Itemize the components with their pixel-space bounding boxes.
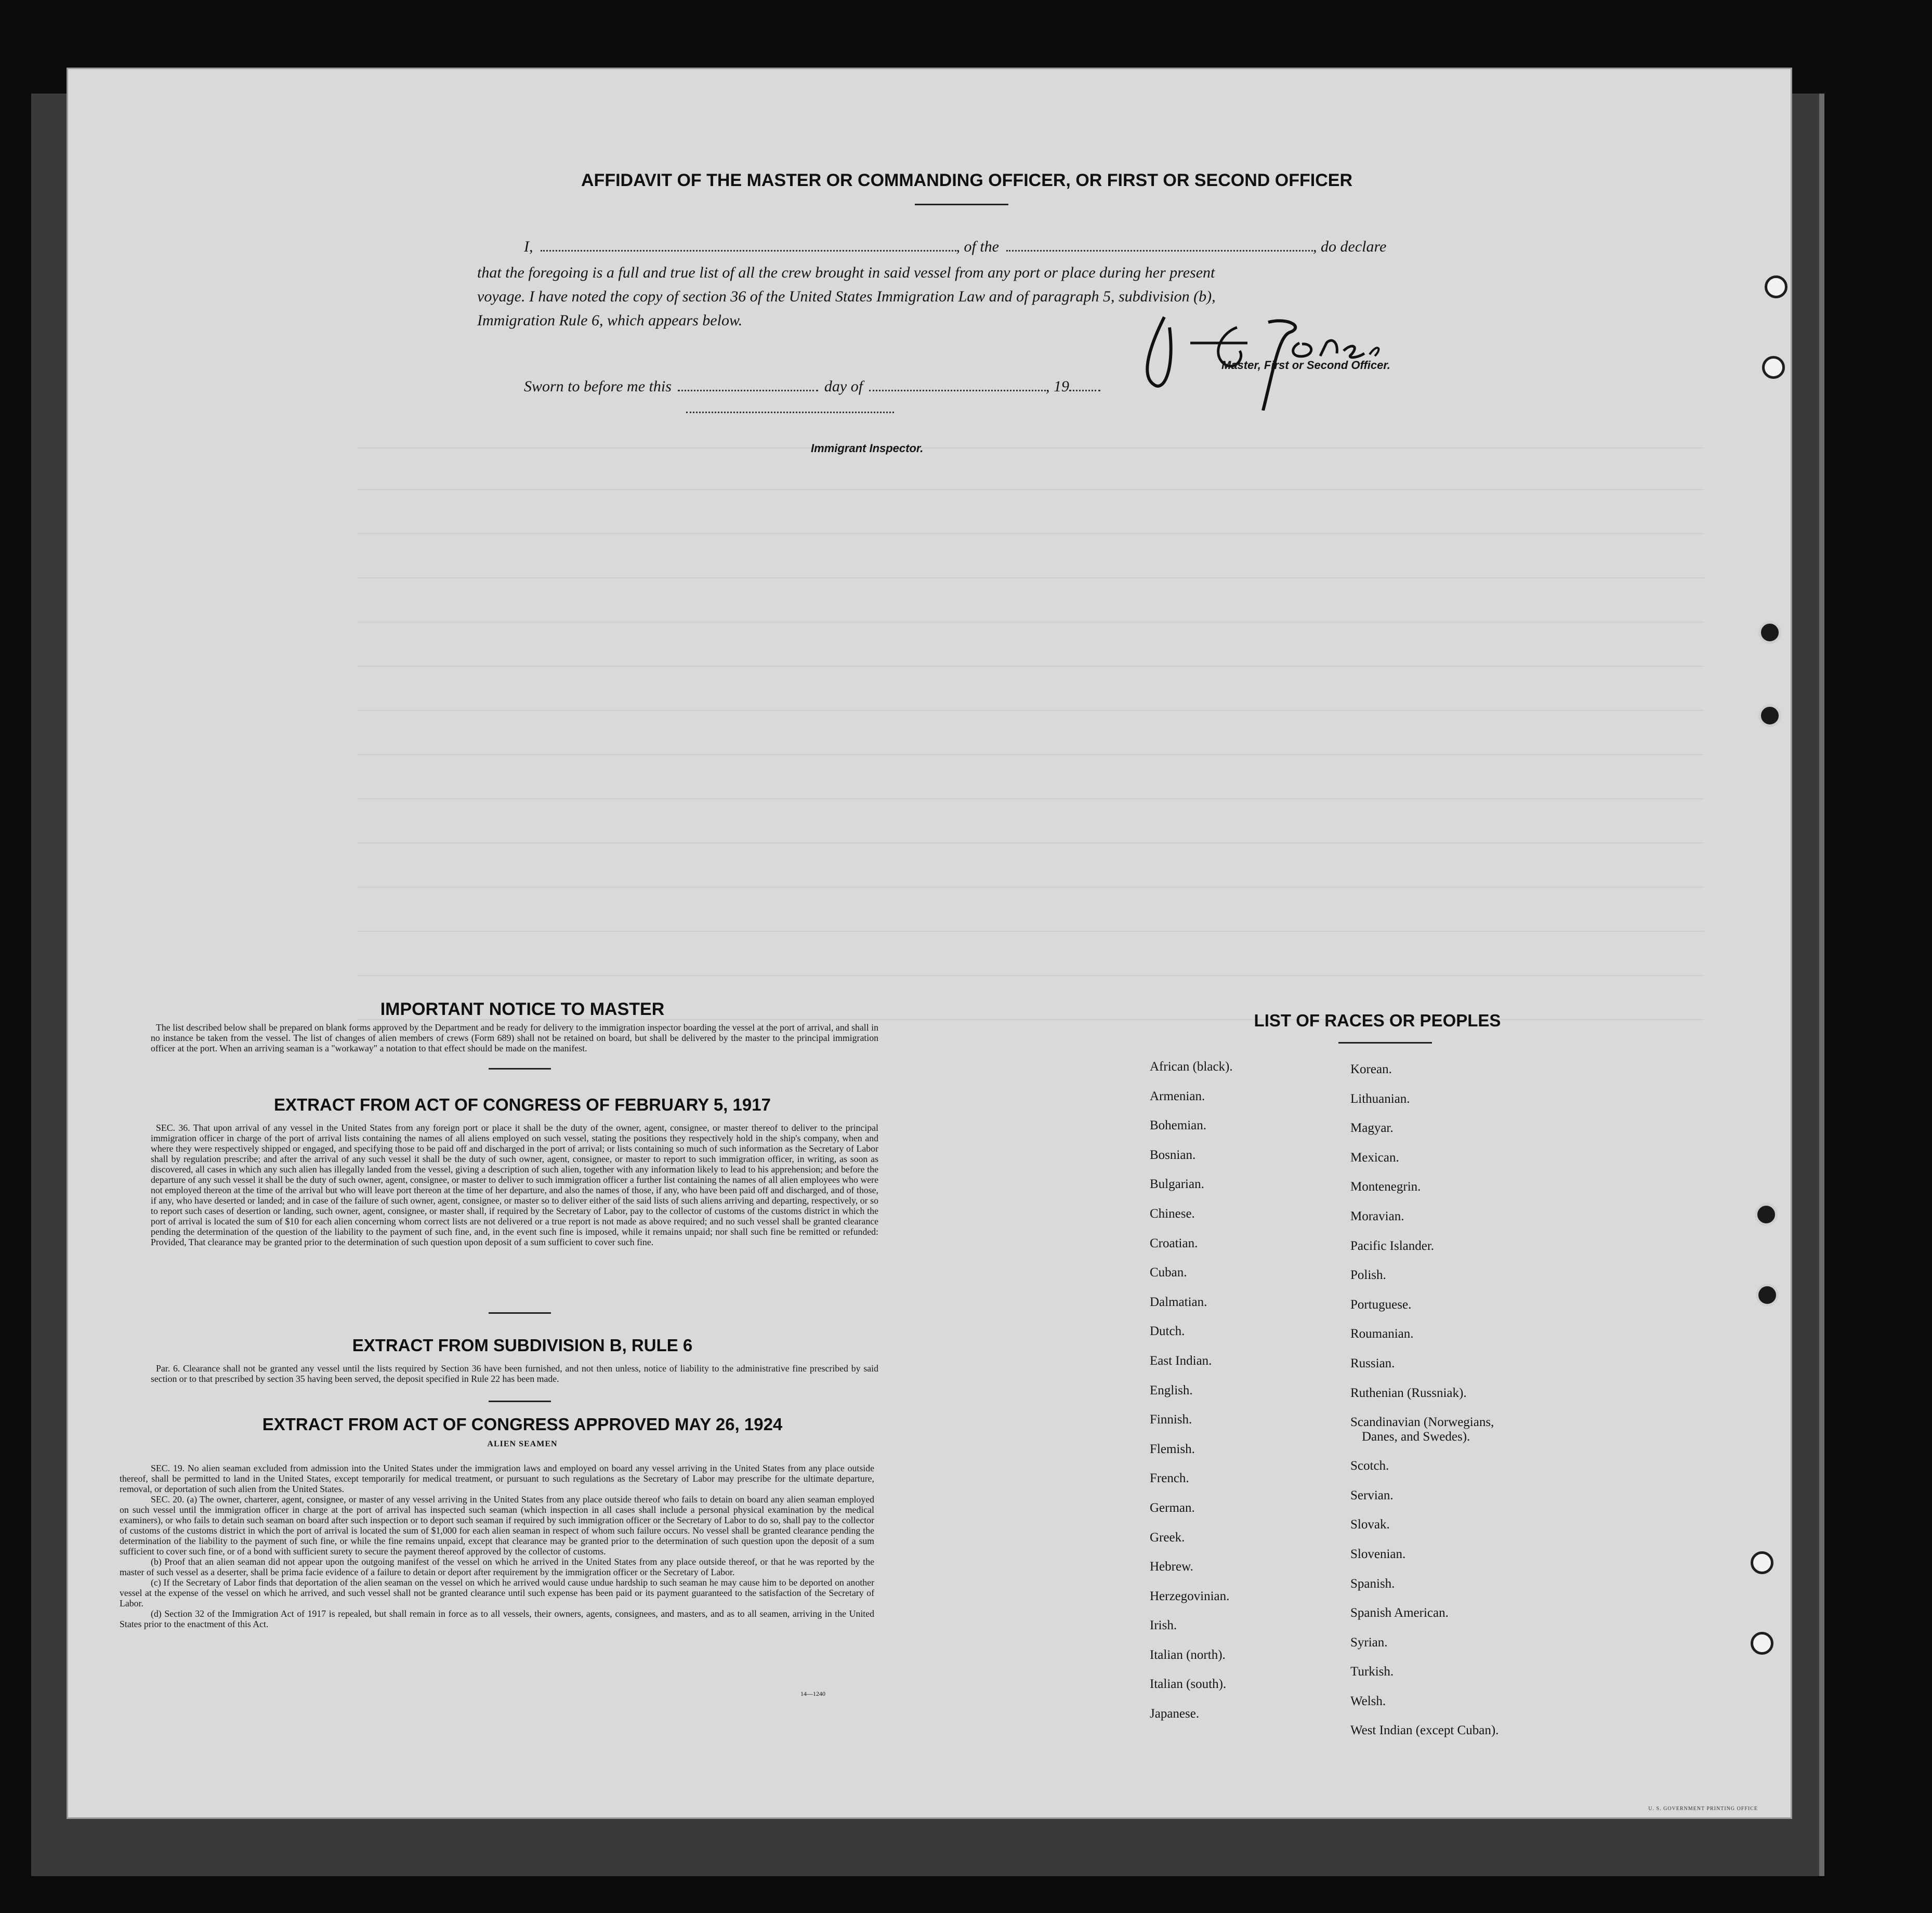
race-item: Danes, and Swedes). — [1362, 1430, 1470, 1444]
race-item: Polish. — [1350, 1268, 1386, 1283]
extract-1917-title: EXTRACT FROM ACT OF CONGRESS OF FEBRUARY 5, 1917 — [274, 1095, 771, 1114]
sworn-line — [524, 374, 1100, 395]
extract-1917-body: SEC. 36. That upon arrival of any vessel in the United States from any foreign port or place it shall be the duty of the owner, agent, consignee, or master thereof to deliver to the principal immigration officer in charge of the port of arrival lists containing the names of all aliens employed on such vessel, stating the positions they respectively hold in the ship's company, when and where they were respectively shipped or engaged, and specifying those to be paid off and discharged in the port of arrival; or lists containing so much of such information as the Secretary of Labor shall by regulation prescribe; and after the arrival of any such vessel it shall be the duty of such owner, agent, consignee, or master to report to such immigration officer, in writing, as soon as discovered, all cases in which any such alien has illegally landed from the vessel, giving a description of such alien, together with any information likely to lead to his apprehension; and before the departure of any such vessel it shall be the duty of such owner, agent, consignee, or master to deliver to such immigration officer a further list containing the names of all alien employees who were not employed thereon at the time of the arrival but who will leave port thereon at the time of her departure, and also the names of those, if any, who have been paid off and discharged, and of those, if any, who have deserted or landed; and in case of the failure of such owner, agent, consignee, or master so to deliver either of the said lists of such aliens arriving and departing, respectively, or so to report such cases of desertion or landing, such owner, agent, consignee, or master shall, if required by the Secretary of Labor, pay to the collector of customs of the customs district in which the port of arrival is located the sum of $10 for each alien concerning whom correct lists are not delivered or a true report is not made as above required; and no such vessel shall be granted clearance pending the determination of the question of the liability to the payment of such fine, and, in the event such fine is imposed, while it remains unpaid; nor shall such fine be remitted or refunded: Provided, That clearance may be granted prior to the determination of such question upon deposit of a sum sufficient to cover such fine. — [151, 1123, 878, 1247]
race-item: Hebrew. — [1150, 1560, 1193, 1574]
race-item: French. — [1150, 1471, 1189, 1486]
binder-hole — [1755, 1203, 1778, 1226]
title-rule — [915, 204, 1008, 205]
race-item: Servian. — [1350, 1488, 1394, 1502]
race-item: Spanish. — [1350, 1576, 1395, 1591]
extract-rule6-body: Par. 6. Clearance shall not be granted any vessel until the lists required by Section 36 have been furnished, and not then unless, notice of liability to the administrative fine prescribed by said section or to that prescribed by section 35 having been served, the deposit specified in Rule 22 has been made. — [151, 1363, 878, 1384]
race-item: Armenian. — [1150, 1089, 1205, 1103]
affidavit-title: AFFIDAVIT OF THE MASTER OR COMMANDING OFFICER, OR FIRST OR SECOND OFFICER — [581, 170, 1352, 190]
race-item: Flemish. — [1150, 1442, 1195, 1456]
sec-19-text: SEC. 19. No alien seaman excluded from admission into the United States under the immigration laws and employed on board any vessel arriving in the United States from any place outside thereof, shall be permitted to land in the United States, except temporarily for medical treatment, or pursuant to such regulations as the Secretary of Labor may prescribe for the ultimate departure, removal, or deportation of such alien from the United States. — [120, 1463, 874, 1494]
affidavit-line-4: Immigration Rule 6, which appears below. — [477, 312, 743, 329]
race-item: Ruthenian (Russniak). — [1350, 1386, 1467, 1400]
race-item: West Indian (except Cuban). — [1350, 1723, 1499, 1738]
binder-hole — [1756, 1284, 1779, 1307]
bleed-through-row — [358, 873, 1704, 888]
races-right-column — [1350, 1055, 1499, 1746]
race-item: Bohemian. — [1150, 1118, 1207, 1133]
races-left-column — [1150, 1052, 1233, 1729]
race-item: Montenegrin. — [1350, 1180, 1421, 1194]
race-item: Finnish. — [1150, 1413, 1192, 1427]
bleed-through-row — [358, 785, 1704, 799]
race-item: Scandinavian (Norwegians, — [1350, 1415, 1494, 1430]
race-item: Italian (south). — [1150, 1677, 1227, 1692]
race-item: Cuban. — [1150, 1265, 1187, 1280]
race-item: Korean. — [1350, 1062, 1392, 1076]
race-item: Roumanian. — [1350, 1327, 1414, 1341]
sec-20c-text: (c) If the Secretary of Labor finds that deportation of the alien seaman on the vessel on which he arrived would cause undue hardship to such seaman he may cause him to be deported on another vessel at the expense of the vessel on which he arrived, and such vessel shall not be granted clearance until such expense has been paid or its payment guaranteed to the satisfaction of the Secretary of Labor. — [120, 1577, 874, 1608]
bleed-through-row — [358, 434, 1704, 448]
race-item: Bosnian. — [1150, 1147, 1196, 1162]
affidavit-line-3: voyage. I have noted the copy of section 36 of the United States Immigration Law and of paragraph 5, subdivision (b), — [477, 288, 1216, 305]
race-item: Mexican. — [1350, 1150, 1399, 1165]
race-item: Magyar. — [1350, 1121, 1394, 1136]
race-item: Chinese. — [1150, 1206, 1195, 1221]
printer-mark: U. S. GOVERNMENT PRINTING OFFICE — [1648, 1806, 1758, 1812]
bleed-through-row — [358, 741, 1704, 755]
race-item: Croatian. — [1150, 1236, 1198, 1250]
race-item: Slovenian. — [1350, 1547, 1406, 1561]
race-item: Japanese. — [1150, 1707, 1200, 1721]
bleed-through-row — [358, 829, 1704, 843]
sec-20d-text: (d) Section 32 of the Immigration Act of 1917 is repealed, but shall remain in force as to all vessels, their owners, agents, consignees, and masters, and as to all seamen, arriving in the United States prior to the enactment of this Act. — [120, 1608, 874, 1629]
races-title-rule — [1338, 1042, 1432, 1044]
do-declare-label: , do declare — [1313, 238, 1387, 255]
bleed-through-row — [358, 696, 1704, 711]
sworn-day-blank — [678, 374, 818, 391]
year-prefix: , 19 — [1046, 378, 1070, 395]
bleed-through-row — [358, 564, 1704, 578]
binder-hole — [1765, 275, 1788, 298]
race-item: English. — [1150, 1383, 1193, 1397]
bleed-through-row — [358, 608, 1704, 623]
race-item: Lithuanian. — [1350, 1091, 1410, 1106]
bleed-through-row — [358, 520, 1704, 534]
notice-title: IMPORTANT NOTICE TO MASTER — [380, 999, 665, 1019]
race-item: East Indian. — [1150, 1353, 1212, 1368]
section-rule — [489, 1068, 551, 1070]
master-name-blank — [541, 234, 956, 252]
race-item: Dutch. — [1150, 1324, 1185, 1339]
race-item: Spanish American. — [1350, 1606, 1449, 1620]
race-item: Bulgarian. — [1150, 1177, 1204, 1192]
sworn-year-blank — [1069, 374, 1100, 391]
day-of-label: day of — [824, 378, 863, 395]
race-item: Slovak. — [1350, 1518, 1390, 1532]
affidavit-declare-line — [477, 234, 1454, 260]
bleed-through-row — [358, 917, 1704, 932]
sec-20b-text: (b) Proof that an alien seaman did not appear upon the outgoing manifest of the vessel on which he arrived in the United States from any place outside thereof, or that he was reported by the master of such vessel as a deserter, shall be prima facie evidence of a failure to detain or deport after requirement by the immigration officer or the Secretary of Labor. — [120, 1556, 874, 1577]
race-item: Greek. — [1150, 1530, 1185, 1545]
race-item: Moravian. — [1350, 1209, 1404, 1223]
bleed-through-row — [358, 961, 1704, 976]
sworn-label: Sworn to before me this — [524, 378, 672, 395]
binder-hole — [1758, 704, 1781, 727]
extract-1924-body — [120, 1463, 874, 1629]
race-item: Irish. — [1150, 1618, 1177, 1633]
race-item: Scotch. — [1350, 1459, 1389, 1473]
race-item: German. — [1150, 1500, 1195, 1515]
races-title: LIST OF RACES OR PEOPLES — [1254, 1011, 1501, 1030]
bleed-through-row — [358, 476, 1704, 490]
race-item: Herzegovinian. — [1150, 1589, 1230, 1603]
race-item: Italian (north). — [1150, 1647, 1226, 1662]
sworn-month-blank — [869, 374, 1046, 391]
race-item: Pacific Islander. — [1350, 1238, 1435, 1253]
sec-20a-text: SEC. 20. (a) The owner, charterer, agent, consignee, or master of any vessel arriving in the United States from any place outside thereof who fails to detain on board any alien seaman employed on such vessel until the immigration officer in charge at the port of arrival has inspected such seaman (which inspection in all cases shall include a personal physical examination by the medical examiners), or who fails to detain such seaman on board after such inspection or to deport such seaman if required by such immigration officer or the Secretary of Labor to do so, shall pay to the collector of customs of the customs district in which the port of arrival is located the sum of $1,000 for each alien seaman in respect of whom such failure occurs. No vessel shall be granted clearance pending the determination of the liability to the payment of such fine, or while the fine remains unpaid, except that clearance may be granted prior to the determination of such question upon the deposit of a sum sufficient to cover such fine, or of a bond with sufficient surety to secure the payment thereof approved by the collector of customs. — [120, 1494, 874, 1556]
race-item: Turkish. — [1350, 1665, 1394, 1679]
bleed-through-row — [358, 652, 1704, 667]
race-item: Dalmatian. — [1150, 1295, 1207, 1309]
form-number: 14—1240 — [800, 1690, 825, 1697]
extract-rule6-title: EXTRACT FROM SUBDIVISION B, RULE 6 — [352, 1336, 693, 1355]
race-item: Russian. — [1350, 1356, 1395, 1370]
binder-hole — [1751, 1551, 1773, 1574]
extract-1924-subtitle: ALIEN SEAMEN — [487, 1440, 558, 1448]
race-item: Portuguese. — [1350, 1297, 1412, 1312]
section-rule — [489, 1401, 551, 1402]
binder-hole — [1762, 356, 1785, 379]
i-label: I, — [524, 238, 533, 255]
race-item: Syrian. — [1350, 1635, 1388, 1650]
binder-hole — [1758, 621, 1781, 644]
extract-1924-title: EXTRACT FROM ACT OF CONGRESS APPROVED MAY 26, 1924 — [262, 1415, 783, 1434]
section-rule — [489, 1312, 551, 1314]
inspector-label: Immigrant Inspector. — [811, 442, 924, 455]
of-the-label: , of the — [956, 238, 999, 255]
race-item: African (black). — [1150, 1060, 1233, 1074]
binder-hole — [1751, 1632, 1773, 1655]
vessel-name-blank — [1006, 234, 1313, 252]
inspector-sign-blank — [686, 411, 894, 413]
race-item: Welsh. — [1350, 1694, 1386, 1708]
affidavit-line-2: that the foregoing is a full and true list of all the crew brought in said vessel from any port or place during her present — [477, 264, 1215, 281]
notice-body: The list described below shall be prepared on blank forms approved by the Department and be ready for delivery to the immigration inspector boarding the vessel at the port of arrival, and shall in no instance be taken from the vessel. The list of changes of alien members of crews (Form 689) shall not be retained on board, but shall be delivered by the master to the principal immigration officer at the port. When an arriving seaman is a "workaway" a notation to that effect should be made on the manifest. — [151, 1022, 878, 1053]
signer-title: Master, First or Second Officer. — [1221, 359, 1390, 372]
